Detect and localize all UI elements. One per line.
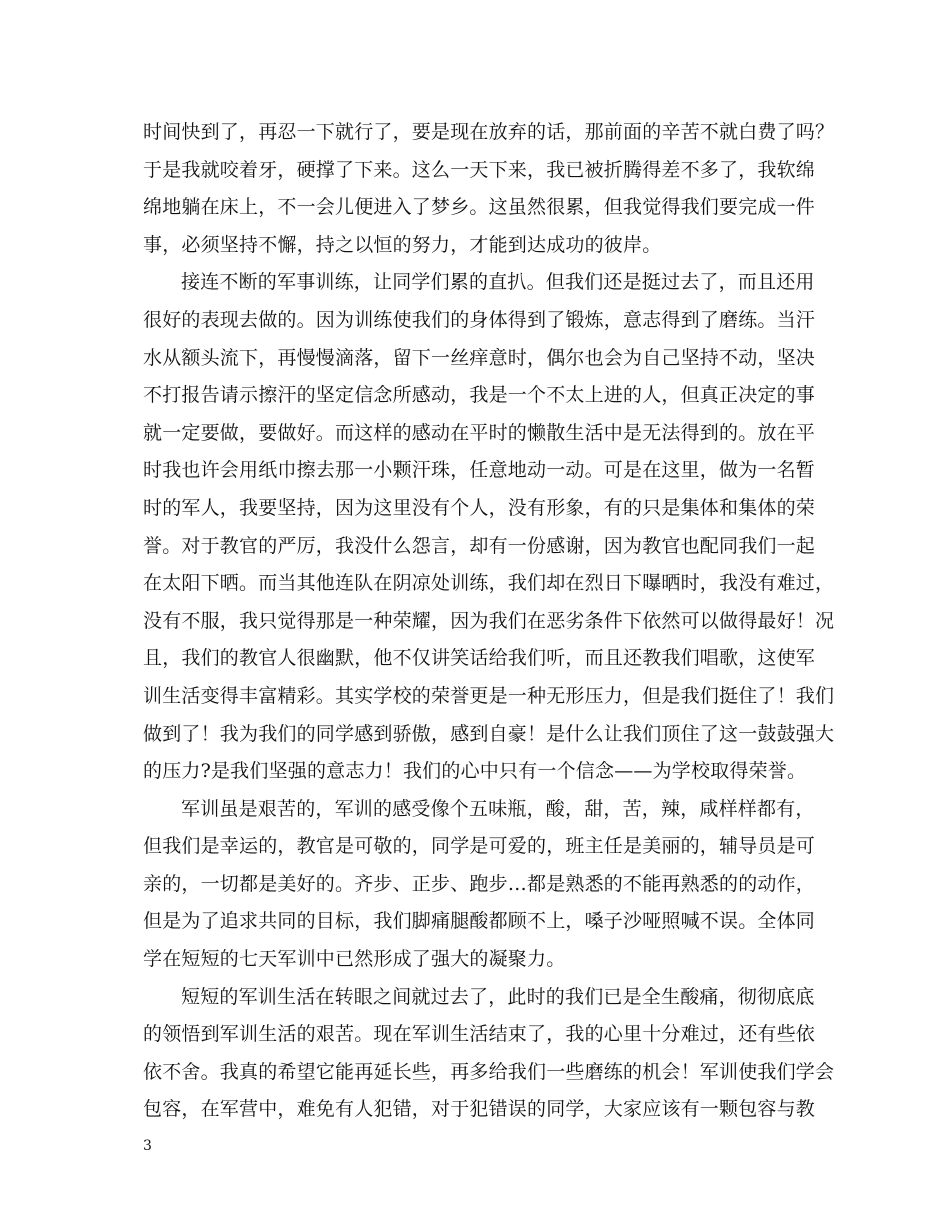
text-line: 的压力?是我们坚强的意志力！我们的心中只有一个信念——为学校取得荣誉。 (143, 760, 807, 783)
text-line: 做到了！我为我们的同学感到骄傲，感到自豪！是什么让我们顶住了这一鼓鼓强大 (143, 722, 835, 745)
text-line: 时我也许会用纸巾擦去那一小颗汗珠，任意地动一动。可是在这里，做为一名暂 (143, 459, 816, 482)
text-line: 学在短短的七天军训中已然形成了强大的凝聚力。 (143, 948, 566, 971)
text-line: 誉。对于教官的严厉，我没什么怨言，却有一份感谢，因为教官也配同我们一起 (143, 534, 816, 557)
text-line: 但是为了追求共同的目标，我们脚痛腿酸都顾不上，嗓子沙哑照喊不误。全体同 (143, 910, 816, 933)
text-line: 不打报告请示擦汗的坚定信念所感动，我是一个不太上进的人，但真正决定的事 (143, 384, 816, 407)
paragraph-start-line: 军训虽是艰苦的，军训的感受像个五味瓶，酸，甜，苦，辣，咸样样都有， (181, 797, 815, 820)
text-line: 且，我们的教官人很幽默，他不仅讲笑话给我们听，而且还教我们唱歌，这使军 (143, 647, 816, 670)
page-number: 3 (143, 1138, 152, 1154)
text-line: 训生活变得丰富精彩。其实学校的荣誉更是一种无形压力，但是我们挺住了！我们 (143, 684, 835, 707)
text-line: 但我们是幸运的，教官是可敬的，同学是可爱的，班主任是美丽的，辅导员是可 (143, 835, 816, 858)
text-line: 没有不服，我只觉得那是一种荣耀，因为我们在恶劣条件下依然可以做得最好！况 (143, 609, 835, 632)
body-text (143, 114, 835, 1129)
text-line: 绵地躺在床上，不一会儿便进入了梦乡。这虽然很累，但我觉得我们要完成一件 (143, 196, 816, 219)
paragraph-start-line: 接连不断的军事训练，让同学们累的直扒。但我们还是挺过去了，而且还用 (181, 271, 815, 294)
text-line: 时间快到了，再忍一下就行了，要是现在放弃的话，那前面的辛苦不就白费了吗？ (143, 121, 835, 143)
text-line: 包容，在军营中，难免有人犯错，对于犯错误的同学，大家应该有一颗包容与教 (143, 1098, 816, 1121)
text-line: 于是我就咬着牙，硬撑了下来。这么一天下来，我已被折腾得差不多了，我软绵 (143, 158, 816, 181)
text-line: 事，必须坚持不懈，持之以恒的努力，才能到达成功的彼岸。 (143, 233, 662, 256)
text-line: 在太阳下晒。而当其他连队在阴凉处训练，我们却在烈日下曝晒时，我没有难过， (143, 572, 835, 595)
text-line: 的领悟到军训生活的艰苦。现在军训生活结束了，我的心里十分难过，还有些依 (143, 1023, 816, 1046)
text-line: 很好的表现去做的。因为训练使我们的身体得到了锻炼，意志得到了磨练。当汗 (143, 308, 816, 331)
text-line: 时的军人，我要坚持，因为这里没有个人，没有形象，有的只是集体和集体的荣 (143, 496, 816, 519)
paragraph-start-line: 短短的军训生活在转眼之间就过去了，此时的我们已是全生酸痛，彻彻底底 (181, 985, 815, 1008)
text-line: 水从额头流下，再慢慢滴落，留下一丝痒意时，偶尔也会为自己坚持不动，坚决 (143, 346, 816, 369)
text-line: 就一定要做，要做好。而这样的感动在平时的懒散生活中是无法得到的。放在平 (143, 421, 816, 444)
text-line: 依不舍。我真的希望它能再延长些，再多给我们一些磨练的机会！军训使我们学会 (143, 1060, 835, 1083)
text-line: 亲的，一切都是美好的。齐步、正步、跑步…都是熟悉的不能再熟悉的的动作， (143, 872, 816, 895)
